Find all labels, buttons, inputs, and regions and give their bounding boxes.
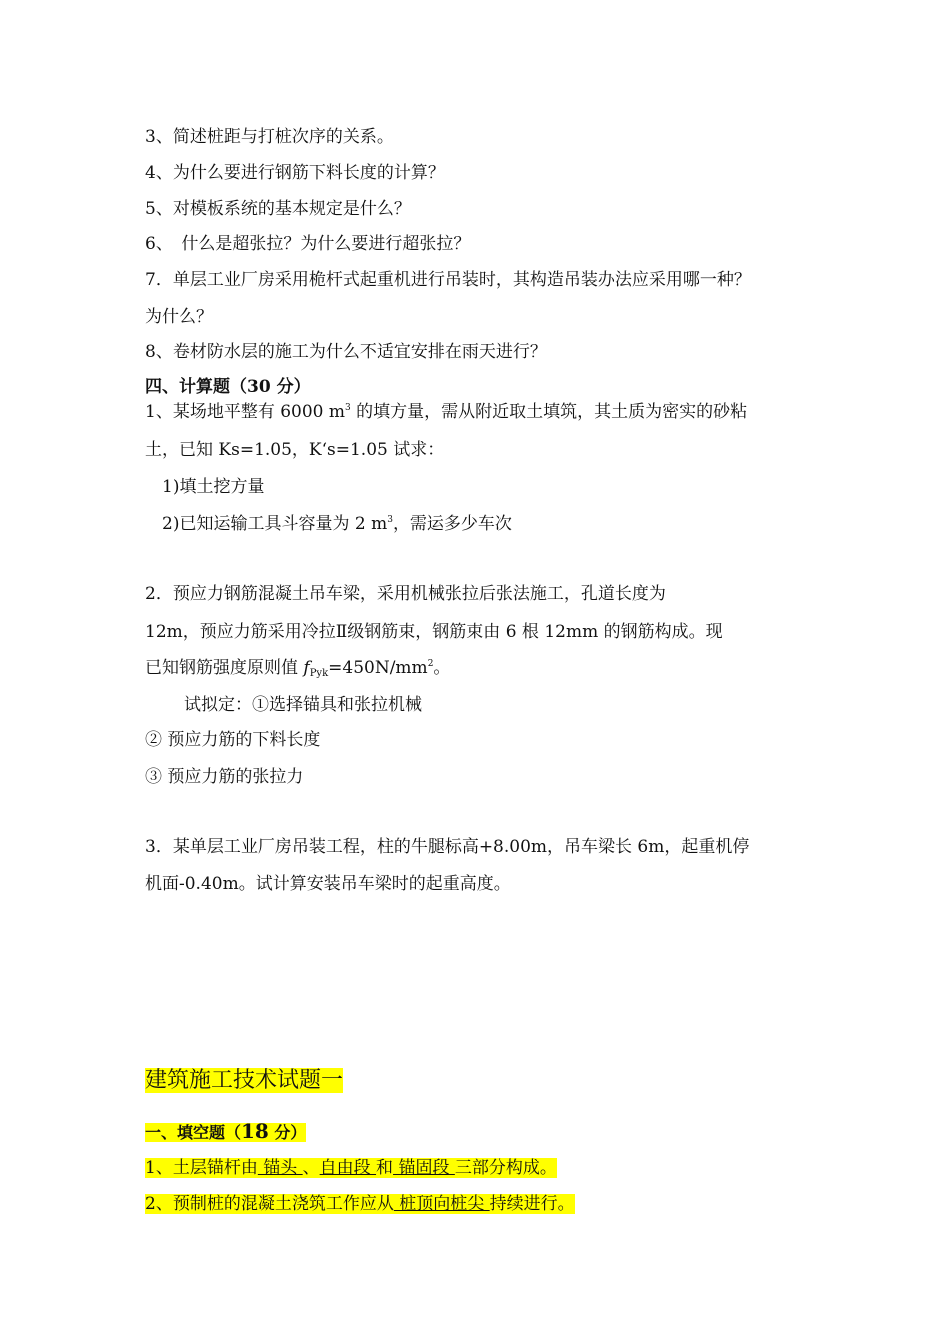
exam-title: 建筑施工技术试题一 [145,1068,344,1093]
question-4: 4、为什么要进行钢筋下料长度的计算？ [145,163,445,183]
fill-in-question-2: 2、预制桩的混凝土浇筑工作应从 桩顶向桩尖 持续进行。 [145,1194,575,1214]
calc-1-line-2: 土，已知 Ks=1.05，K‘s=1.05 试求： [145,440,445,460]
question-5: 5、对模板系统的基本规定是什么？ [145,199,411,219]
question-7-continued: 为什么？ [145,307,213,327]
fill-in-question-1: 1、土层锚杆由 锚头 、自由段 和 锚固段 三部分构成。 [145,1158,557,1178]
calc-2-task-2: ② 预应力筋的下料长度 [145,730,321,750]
calc-1-line-1: 1、某场地平整有 6000 $m^3$ 的填方量，需从附近取土填筑，其土质为密实的砂粘 [145,402,748,422]
calc-1-item-2: 2)已知运输工具斗容量为 2 $m^3$，需运多少车次 [162,514,512,534]
calc-3-line-2: 机面-0.40m。试计算安装吊车梁时的起重高度。 [145,874,511,894]
calc-3-line-1: 3．某单层工业厂房吊装工程，柱的牛腿标高+8.00m，吊车梁长 6m，起重机停 [145,837,750,857]
question-6: 6、 什么是超张拉？为什么要进行超张拉？ [145,234,471,254]
question-7: 7．单层工业厂房采用桅杆式起重机进行吊装时，其构造吊装办法应采用哪一种？ [145,270,751,290]
exam-section-fill-in: 一、填空题（18 分） [145,1119,307,1143]
calc-2-task-1: 试拟定：①选择锚具和张拉机械 [184,695,422,715]
calc-2-line-3: 已知钢筋强度原则值 $f_{Pyk}=450N/mm^2$。 [145,658,451,679]
question-8: 8、卷材防水层的施工为什么不适宜安排在雨天进行？ [145,342,547,362]
calc-1-item-1: 1)填土挖方量 [162,477,265,497]
calc-2-line-2: 12m，预应力筋采用冷拉Ⅱ级钢筋束，钢筋束由 6 根 12mm 的钢筋构成。现 [145,622,723,642]
calc-2-line-1: 2．预应力钢筋混凝土吊车梁，采用机械张拉后张法施工，孔道长度为 [145,584,666,604]
section-heading-calculation: 四、计算题（30 分） [145,377,311,397]
question-3: 3、简述桩距与打桩次序的关系。 [145,127,394,147]
calc-2-task-3: ③ 预应力筋的张拉力 [145,767,304,787]
